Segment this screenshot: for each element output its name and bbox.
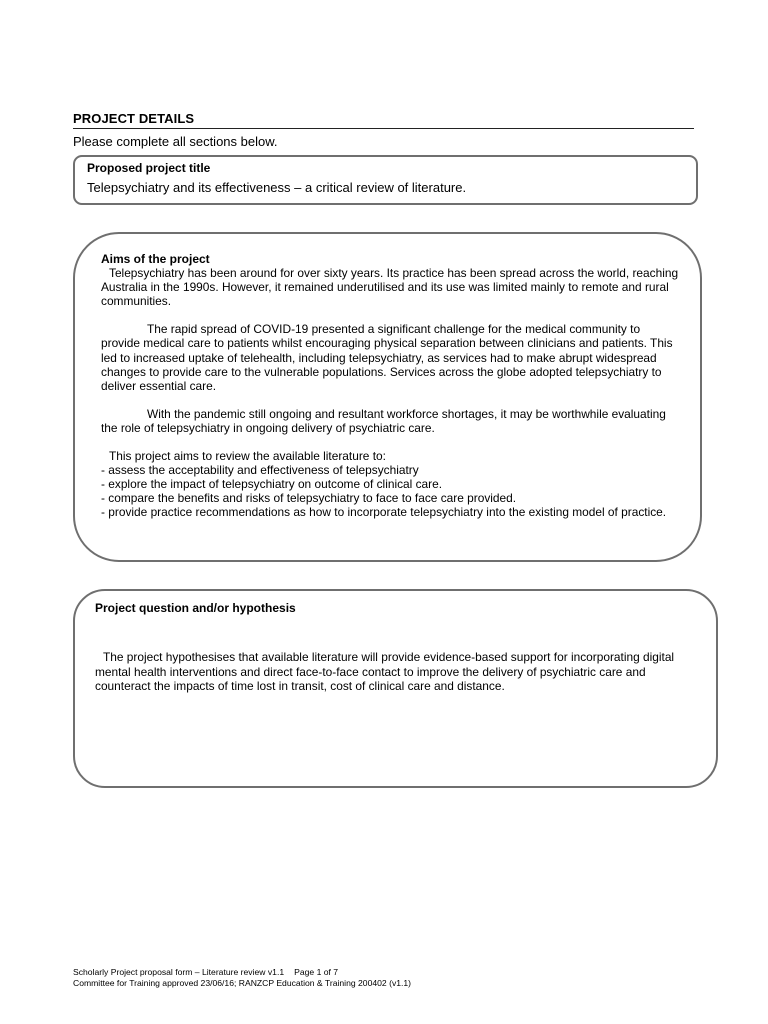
footer-approval: Committee for Training approved 23/06/16; RANZCP Education & Training 200402 (v1.1) <box>73 977 412 988</box>
list-item: - compare the benefits and risks of telepsychiatry to face to face care provided. <box>101 491 517 506</box>
project-title-box[interactable] <box>73 155 698 205</box>
project-title-value[interactable]: Telepsychiatry and its effectiveness – a critical review of literature. <box>87 180 467 195</box>
question-label: Project question and/or hypothesis <box>95 601 296 615</box>
aims-box[interactable] <box>73 232 702 562</box>
instructions-text: Please complete all sections below. <box>73 134 278 149</box>
aims-paragraph-4: This project aims to review the available literature to: <box>109 449 386 464</box>
list-item: - provide practice recommendations as how to incorporate telepsychiatry into the existing model of practice. <box>101 505 667 520</box>
aims-paragraph-2: The rapid spread of COVID-19 presented a significant challenge for the medical community to provide medical care to patients whilst encouraging physical separation between clinicians and patients. This led to increased uptake of telehealth, including telepsychiatry, as services had to make abrupt widespread changes to provide care to the vulnerable populations. Services across the globe adopted telepsychiatry to deliver essential care. <box>101 322 673 393</box>
aims-label: Aims of the project <box>101 252 210 266</box>
page-footer <box>73 967 411 988</box>
aims-paragraph-1: Telepsychiatry has been around for over sixty years. Its practice has been spread across the world, reaching Australia in the 1990s. However, it remained underutilised and its use was limited mainly to remote and rural communities. <box>101 266 679 309</box>
section-heading: PROJECT DETAILS <box>73 111 694 129</box>
list-item: - assess the acceptability and effectiveness of telepsychiatry <box>101 463 419 478</box>
footer-line-1 <box>73 967 411 978</box>
question-box[interactable] <box>73 589 718 788</box>
list-item: - explore the impact of telepsychiatry on outcome of clinical care. <box>101 477 443 492</box>
project-title-label: Proposed project title <box>87 161 211 175</box>
question-text: The project hypothesises that available literature will provide evidence-based support for incorporating digital mental health interventions and direct face-to-face contact to improve the delivery of psychiatric care and counteract the impacts of time lost in transit, cost of clinical care and distance. <box>95 650 675 693</box>
aims-list <box>101 463 679 519</box>
footer-page-number: Page 1 of 7 <box>294 967 339 977</box>
footer-form-name: Scholarly Project proposal form – Literature review v1.1 <box>73 967 285 977</box>
aims-paragraph-3: With the pandemic still ongoing and resultant workforce shortages, it may be worthwhile evaluating the role of telepsychiatry in ongoing delivery of psychiatric care. <box>101 406 666 435</box>
question-content[interactable] <box>95 650 695 694</box>
aims-content[interactable] <box>101 252 679 520</box>
